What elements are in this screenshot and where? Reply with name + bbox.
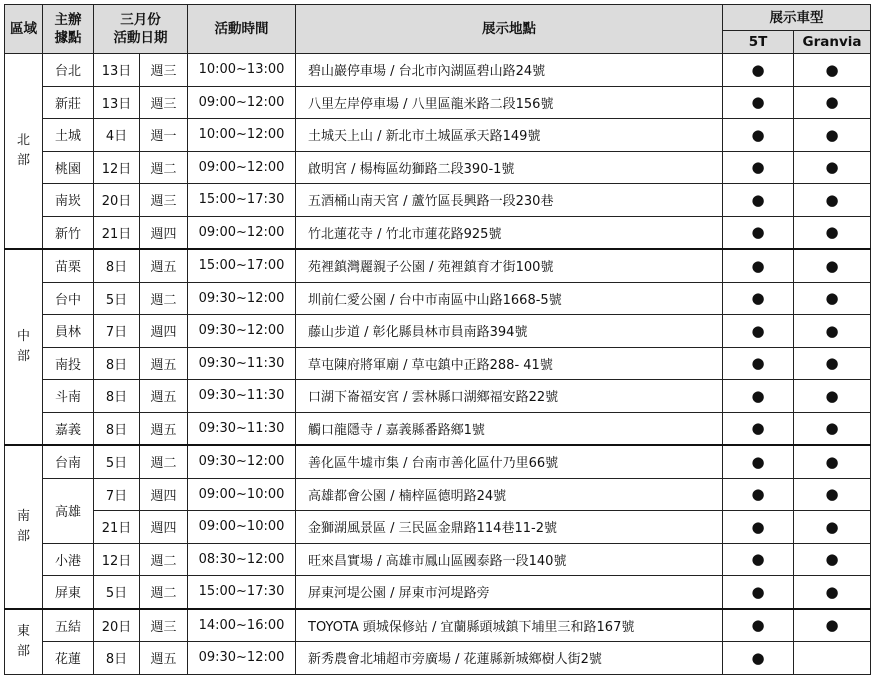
region-cell: 南 部 [5,445,43,609]
model-granvia-dot: ● [794,380,871,413]
date-cell: 8日 [94,412,140,445]
base-cell: 南投 [43,347,94,380]
date-cell: 8日 [94,249,140,282]
base-header: 主辦 據點 [43,5,94,54]
model-granvia-dot: ● [794,543,871,576]
time-cell: 09:30~12:00 [188,315,296,348]
model-5t-dot: ● [723,380,794,413]
date-cell: 7日 [94,478,140,511]
base-cell: 斗南 [43,380,94,413]
table-row [5,609,871,642]
region-cell: 北 部 [5,54,43,250]
activity-schedule-table [4,4,871,675]
weekday-cell: 週三 [140,184,188,217]
date-cell: 5日 [94,576,140,609]
location-cell: 新秀農會北埔超市旁廣場 / 花蓮縣新城鄉樹人街2號 [296,642,723,675]
weekday-cell: 週二 [140,445,188,478]
location-cell: 草屯陳府將軍廟 / 草屯鎮中正路288- 41號 [296,347,723,380]
model-5t-dot: ● [723,315,794,348]
weekday-cell: 週四 [140,511,188,544]
time-cell: 09:30~11:30 [188,347,296,380]
date-cell: 5日 [94,282,140,315]
time-cell: 09:00~12:00 [188,216,296,249]
base-cell: 五結 [43,609,94,642]
model-granvia-dot: ● [794,478,871,511]
model-granvia-dot: ● [794,249,871,282]
date-cell: 8日 [94,642,140,675]
model-granvia-dot: ● [794,609,871,642]
model-5t-dot: ● [723,642,794,675]
model-granvia-dot: ● [794,315,871,348]
model-5t-dot: ● [723,445,794,478]
location-cell: 口湖下崙福安宮 / 雲林縣口湖鄉福安路22號 [296,380,723,413]
time-cell: 09:30~12:00 [188,642,296,675]
model-granvia-dot: ● [794,151,871,184]
time-cell: 09:30~11:30 [188,380,296,413]
base-cell: 花蓮 [43,642,94,675]
model-granvia-dot: ● [794,412,871,445]
weekday-cell: 週二 [140,543,188,576]
base-cell: 高雄 [43,478,94,543]
base-cell: 南崁 [43,184,94,217]
table-row [5,543,871,576]
location-cell: 金獅湖風景區 / 三民區金鼎路114巷11-2號 [296,511,723,544]
location-cell: 藤山步道 / 彰化縣員林市員南路394號 [296,315,723,348]
location-cell: 土城天上山 / 新北市土城區承天路149號 [296,119,723,152]
date-cell: 21日 [94,511,140,544]
weekday-cell: 週三 [140,54,188,87]
weekday-cell: 週二 [140,151,188,184]
time-cell: 09:30~12:00 [188,282,296,315]
model-5t-dot: ● [723,576,794,609]
weekday-cell: 週三 [140,86,188,119]
table-row [5,478,871,511]
weekday-cell: 週五 [140,380,188,413]
table-row [5,576,871,609]
table-row [5,380,871,413]
location-header: 展示地點 [296,5,723,54]
region-cell: 東 部 [5,609,43,675]
model-5t-dot: ● [723,249,794,282]
time-cell: 09:00~10:00 [188,478,296,511]
table-row [5,412,871,445]
weekday-cell: 週五 [140,249,188,282]
model-5t-dot: ● [723,511,794,544]
location-cell: 善化區牛墟市集 / 台南市善化區什乃里66號 [296,445,723,478]
table-row [5,249,871,282]
base-cell: 台南 [43,445,94,478]
location-cell: 八里左岸停車場 / 八里區龍米路二段156號 [296,86,723,119]
location-cell: 觸口龍隱寺 / 嘉義縣番路鄉1號 [296,412,723,445]
time-cell: 10:00~13:00 [188,54,296,87]
location-cell: 碧山巖停車場 / 台北市內湖區碧山路24號 [296,54,723,87]
model-granvia-header: Granvia [794,31,871,54]
weekday-cell: 週四 [140,478,188,511]
model-5t-dot: ● [723,86,794,119]
models-header: 展示車型 [723,5,871,31]
time-cell: 14:00~16:00 [188,609,296,642]
date-cell: 8日 [94,347,140,380]
table-row [5,445,871,478]
weekday-cell: 週四 [140,216,188,249]
time-cell: 08:30~12:00 [188,543,296,576]
base-cell: 台中 [43,282,94,315]
location-cell: 高雄都會公園 / 楠梓區德明路24號 [296,478,723,511]
location-cell: 竹北蓮花寺 / 竹北市蓮花路925號 [296,216,723,249]
base-cell: 土城 [43,119,94,152]
location-cell: 啟明宮 / 楊梅區幼獅路二段390-1號 [296,151,723,184]
table-row [5,315,871,348]
location-cell: 五酒桶山南天宮 / 蘆竹區長興路一段230巷 [296,184,723,217]
location-cell: 屏東河堤公園 / 屏東市河堤路旁 [296,576,723,609]
weekday-cell: 週二 [140,576,188,609]
date-cell: 5日 [94,445,140,478]
model-granvia-dot: ● [794,184,871,217]
date-header: 三月份 活動日期 [94,5,188,54]
time-cell: 09:30~11:30 [188,412,296,445]
model-granvia-dot: ● [794,445,871,478]
model-5t-header: 5T [723,31,794,54]
location-cell: 圳前仁愛公園 / 台中市南區中山路1668-5號 [296,282,723,315]
table-row [5,511,871,544]
table-row [5,282,871,315]
base-cell: 嘉義 [43,412,94,445]
table-row [5,86,871,119]
base-cell: 員林 [43,315,94,348]
time-cell: 09:00~12:00 [188,151,296,184]
model-5t-dot: ● [723,543,794,576]
date-cell: 20日 [94,184,140,217]
weekday-cell: 週五 [140,412,188,445]
weekday-cell: 週四 [140,315,188,348]
time-cell: 09:00~12:00 [188,86,296,119]
model-5t-dot: ● [723,347,794,380]
model-5t-dot: ● [723,478,794,511]
base-cell: 台北 [43,54,94,87]
model-granvia-dot: ● [794,511,871,544]
model-5t-dot: ● [723,151,794,184]
table-row [5,151,871,184]
location-cell: TOYOTA 頭城保修站 / 宜蘭縣頭城鎮下埔里三和路167號 [296,609,723,642]
location-cell: 苑裡鎮灣麗親子公園 / 苑裡鎮育才街100號 [296,249,723,282]
model-granvia-dot: ● [794,576,871,609]
base-cell: 桃園 [43,151,94,184]
model-5t-dot: ● [723,412,794,445]
model-granvia-dot: ● [794,86,871,119]
location-cell: 旺來昌實場 / 高雄市鳳山區國泰路一段140號 [296,543,723,576]
region-cell: 中 部 [5,249,43,445]
model-5t-dot: ● [723,119,794,152]
base-cell: 苗栗 [43,249,94,282]
weekday-cell: 週二 [140,282,188,315]
model-5t-dot: ● [723,609,794,642]
weekday-cell: 週三 [140,609,188,642]
model-granvia-dot [794,642,871,675]
date-cell: 13日 [94,86,140,119]
model-granvia-dot: ● [794,216,871,249]
model-5t-dot: ● [723,184,794,217]
model-5t-dot: ● [723,282,794,315]
time-cell: 15:00~17:30 [188,576,296,609]
base-cell: 新莊 [43,86,94,119]
date-cell: 21日 [94,216,140,249]
model-granvia-dot: ● [794,347,871,380]
table-row [5,216,871,249]
table-row [5,184,871,217]
weekday-cell: 週五 [140,347,188,380]
base-cell: 屏東 [43,576,94,609]
model-granvia-dot: ● [794,282,871,315]
date-cell: 4日 [94,119,140,152]
date-cell: 20日 [94,609,140,642]
time-cell: 10:00~12:00 [188,119,296,152]
date-cell: 13日 [94,54,140,87]
model-5t-dot: ● [723,54,794,87]
date-cell: 7日 [94,315,140,348]
model-granvia-dot: ● [794,54,871,87]
model-5t-dot: ● [723,216,794,249]
region-header: 區域 [5,5,43,54]
table-row [5,119,871,152]
time-cell: 15:00~17:30 [188,184,296,217]
base-cell: 新竹 [43,216,94,249]
time-header: 活動時間 [188,5,296,54]
date-cell: 8日 [94,380,140,413]
time-cell: 09:30~12:00 [188,445,296,478]
time-cell: 09:00~10:00 [188,511,296,544]
table-row [5,347,871,380]
weekday-cell: 週五 [140,642,188,675]
table-row [5,54,871,87]
date-cell: 12日 [94,151,140,184]
time-cell: 15:00~17:00 [188,249,296,282]
base-cell: 小港 [43,543,94,576]
model-granvia-dot: ● [794,119,871,152]
table-row [5,642,871,675]
date-cell: 12日 [94,543,140,576]
weekday-cell: 週一 [140,119,188,152]
